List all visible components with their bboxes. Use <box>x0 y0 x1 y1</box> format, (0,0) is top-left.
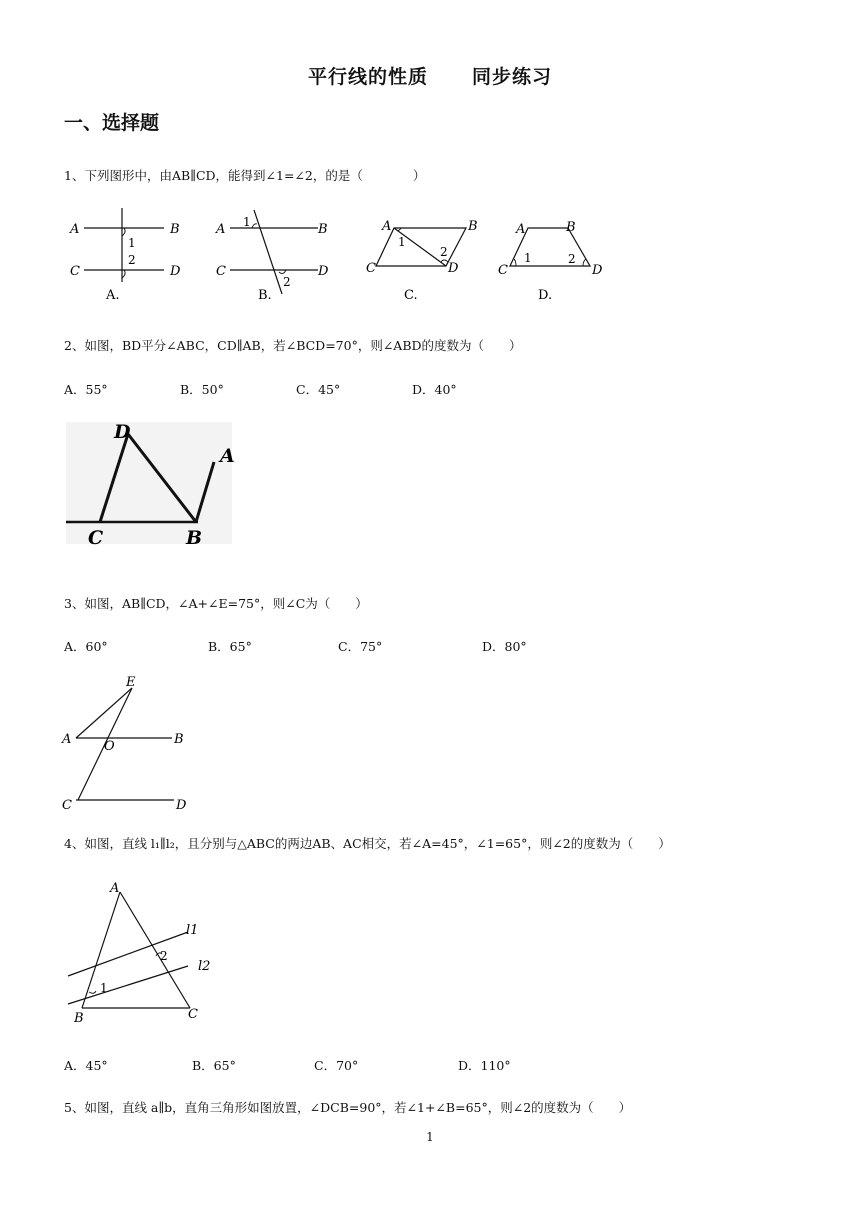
q1-figure-c <box>364 206 494 306</box>
question-1-text: 1、下列图形中，由AB∥CD，能得到∠1=∠2，的是（ ） <box>64 168 426 183</box>
label-d: D <box>170 264 181 279</box>
label-2: 2 <box>128 253 136 267</box>
label-a: A <box>220 445 235 467</box>
label-a: A <box>216 222 226 237</box>
label-2: 2 <box>160 949 168 963</box>
label-2: 2 <box>568 252 576 266</box>
question-5-text: 5、如图，直线 a∥b，直角三角形如图放置，∠DCB=90°，若∠1+∠B=65°，则∠2的度数为（ ） <box>64 1100 632 1115</box>
label-d: D <box>114 421 131 443</box>
label-l1: l1 <box>186 923 199 938</box>
label-b: B <box>186 527 203 549</box>
label-1: 1 <box>100 981 108 995</box>
caption-c: C. <box>404 288 418 303</box>
label-1: 1 <box>398 235 406 249</box>
label-2: 2 <box>440 245 448 259</box>
label-a: A <box>382 219 392 234</box>
option-d: D．80° <box>482 639 527 654</box>
label-b: B <box>566 220 576 235</box>
caption-b: B. <box>258 288 272 303</box>
question-2-text: 2、如图，BD平分∠ABC，CD∥AB，若∠BCD=70°，则∠ABD的度数为（ ） <box>64 338 522 353</box>
label-a: A <box>70 222 80 237</box>
label-b: B <box>74 1011 84 1026</box>
label-c: C <box>188 1007 198 1022</box>
label-b: B <box>468 219 478 234</box>
option-a: A．45° <box>64 1058 108 1073</box>
label-a: A <box>516 222 526 237</box>
label-b: B <box>318 222 328 237</box>
label-c: C <box>216 264 226 279</box>
title-left: 平行线的性质 <box>307 66 428 88</box>
option-a: A．60° <box>64 639 108 654</box>
label-1: 1 <box>128 236 136 250</box>
label-d: D <box>176 798 187 813</box>
label-d: D <box>592 263 603 278</box>
question-4-figure <box>64 878 220 1026</box>
option-c: C．70° <box>314 1058 359 1073</box>
section-heading: 一、选择题 <box>64 112 160 134</box>
caption-a: A. <box>106 288 120 303</box>
label-c: C <box>366 261 376 276</box>
q1-figure-a <box>64 206 194 306</box>
label-c: C <box>88 527 104 549</box>
q1-figure-b <box>210 206 340 306</box>
option-d: D．110° <box>458 1058 511 1073</box>
question-3-text: 3、如图，AB∥CD，∠A+∠E=75°，则∠C为（ ） <box>64 596 368 611</box>
label-a: A <box>110 881 120 896</box>
label-l2: l2 <box>198 959 211 974</box>
label-2: 2 <box>283 275 291 289</box>
label-e: E <box>126 675 136 690</box>
title-right: 同步练习 <box>472 66 553 88</box>
page-number: 1 <box>426 1130 434 1144</box>
label-c: C <box>498 263 508 278</box>
option-c: C．75° <box>338 639 383 654</box>
option-b: B．65° <box>192 1058 236 1073</box>
label-b: B <box>170 222 180 237</box>
option-b: B．65° <box>208 639 252 654</box>
option-b: B．50° <box>180 382 224 397</box>
label-d: D <box>448 261 459 276</box>
label-o: O <box>104 739 115 754</box>
label-a: A <box>62 732 72 747</box>
option-a: A．55° <box>64 382 108 397</box>
label-d: D <box>318 264 329 279</box>
label-b: B <box>174 732 184 747</box>
label-1: 1 <box>243 215 251 229</box>
question-4-text: 4、如图，直线 l₁∥l₂，且分别与△ABC的两边AB、AC相交，若∠A=45°，∠1=65°，则∠2的度数为（ ） <box>64 836 671 851</box>
label-c: C <box>70 264 80 279</box>
label-c: C <box>62 798 72 813</box>
option-c: C．45° <box>296 382 341 397</box>
option-d: D．40° <box>412 382 457 397</box>
label-1: 1 <box>524 251 532 265</box>
question-3-figure <box>62 672 202 816</box>
page-title <box>0 62 860 89</box>
q1-figure-d <box>498 206 628 306</box>
question-2-figure <box>66 418 242 550</box>
caption-d: D. <box>538 288 553 303</box>
